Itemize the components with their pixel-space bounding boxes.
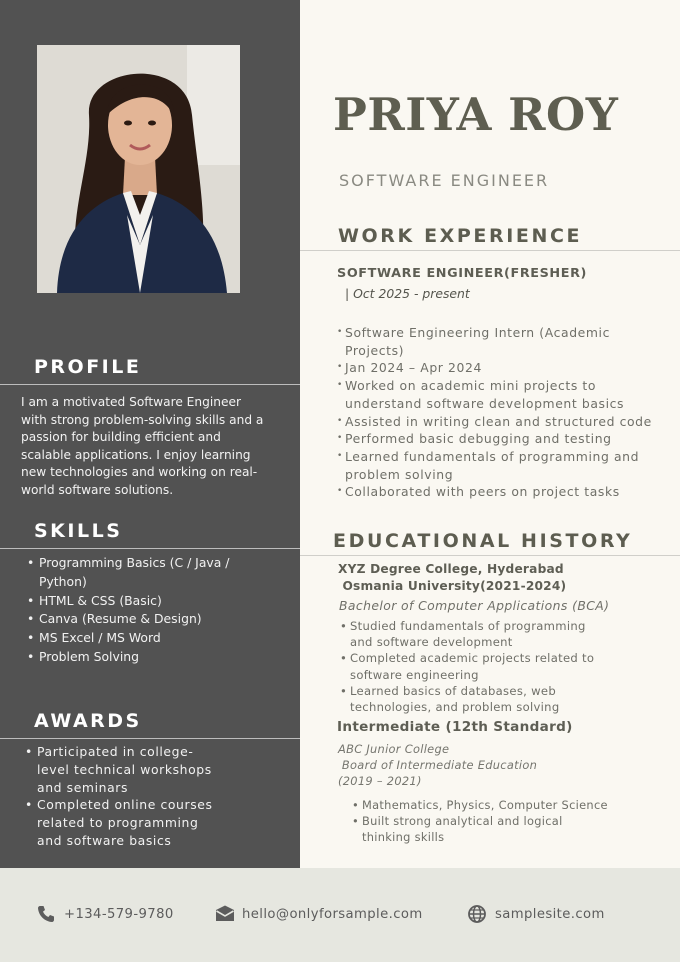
work-item: • Software Engineering Intern (Academic Projects) [337,324,657,359]
award-item: • Participated in college-level technical workshops and seminars [25,743,225,796]
education-item: • Studied fundamentals of programming and software development [340,618,600,650]
work-item: • Worked on academic mini projects to understand software development basics [337,377,657,412]
globe-icon [467,904,489,924]
work-item: • Performed basic debugging and testing [337,430,657,448]
education-item: • Learned basics of databases, web technologies, and problem solving [340,683,600,715]
skills-divider [0,548,300,549]
email-text: hello@onlyforsample.com [242,906,423,922]
skill-item: • MS Excel / MS Word [27,629,267,648]
contact-email [214,904,423,924]
job-title-heading: SOFTWARE ENGINEER [339,171,550,190]
award-item: • Completed online courses related to programming and software basics [25,796,225,849]
skill-item: • Programming Basics (C / Java / Python) [27,554,267,592]
skill-item: • Problem Solving [27,648,267,667]
contact-website [467,904,605,924]
awards-divider [0,738,300,739]
awards-heading: AWARDS [34,710,142,732]
profile-text: I am a motivated Software Engineer with strong problem-solving skills and a passion for building efficient and scalable applications. I enjoy learning new technologies and working on real-world software solutions. [21,395,264,497]
education-item: • Completed academic projects related to software engineering [340,650,600,682]
education-list [340,618,600,715]
work-list [337,324,657,501]
phone-icon [36,904,58,924]
intermediate-list [352,797,612,845]
skills-list [27,554,267,667]
main-content [300,0,680,868]
sidebar [0,0,300,868]
work-divider [300,250,680,251]
work-item: • Collaborated with peers on project tasks [337,483,657,501]
intermediate-item: • Mathematics, Physics, Computer Science [352,797,612,813]
awards-list [25,743,225,850]
work-item: • Jan 2024 – Apr 2024 [337,359,657,377]
contact-footer [0,868,680,962]
intermediate-detail: ABC Junior College Board of Intermediate Education (2019 – 2021) [338,742,538,788]
education-divider [300,555,680,556]
work-item: • Learned fundamentals of programming and problem solving [337,448,657,483]
website-text: samplesite.com [495,906,605,922]
education-degree: Bachelor of Computer Applications (BCA) [339,598,610,613]
education-school: XYZ Degree College, Hyderabad Osmania University(2021-2024) [338,562,567,594]
contact-phone [36,904,174,924]
person-name: PRIYA ROY [333,88,619,141]
work-date: | Oct 2025 - present [345,286,470,301]
profile-heading: PROFILE [34,356,142,378]
skill-item: • Canva (Resume & Design) [27,610,267,629]
intermediate-item: • Built strong analytical and logical thinking skills [352,813,612,845]
profile-divider [0,384,300,385]
work-item: • Assisted in writing clean and structured code [337,413,657,431]
work-heading: WORK EXPERIENCE [338,225,583,247]
education-heading: EDUCATIONAL HISTORY [333,530,633,552]
skill-item: • HTML & CSS (Basic) [27,592,267,611]
skills-heading: SKILLS [34,520,123,542]
profile-photo [37,45,240,293]
intermediate-title: Intermediate (12th Standard) [337,719,573,735]
phone-text: +134-579-9780 [64,906,174,922]
email-icon [214,904,236,924]
work-position: SOFTWARE ENGINEER(FRESHER) [337,266,587,281]
